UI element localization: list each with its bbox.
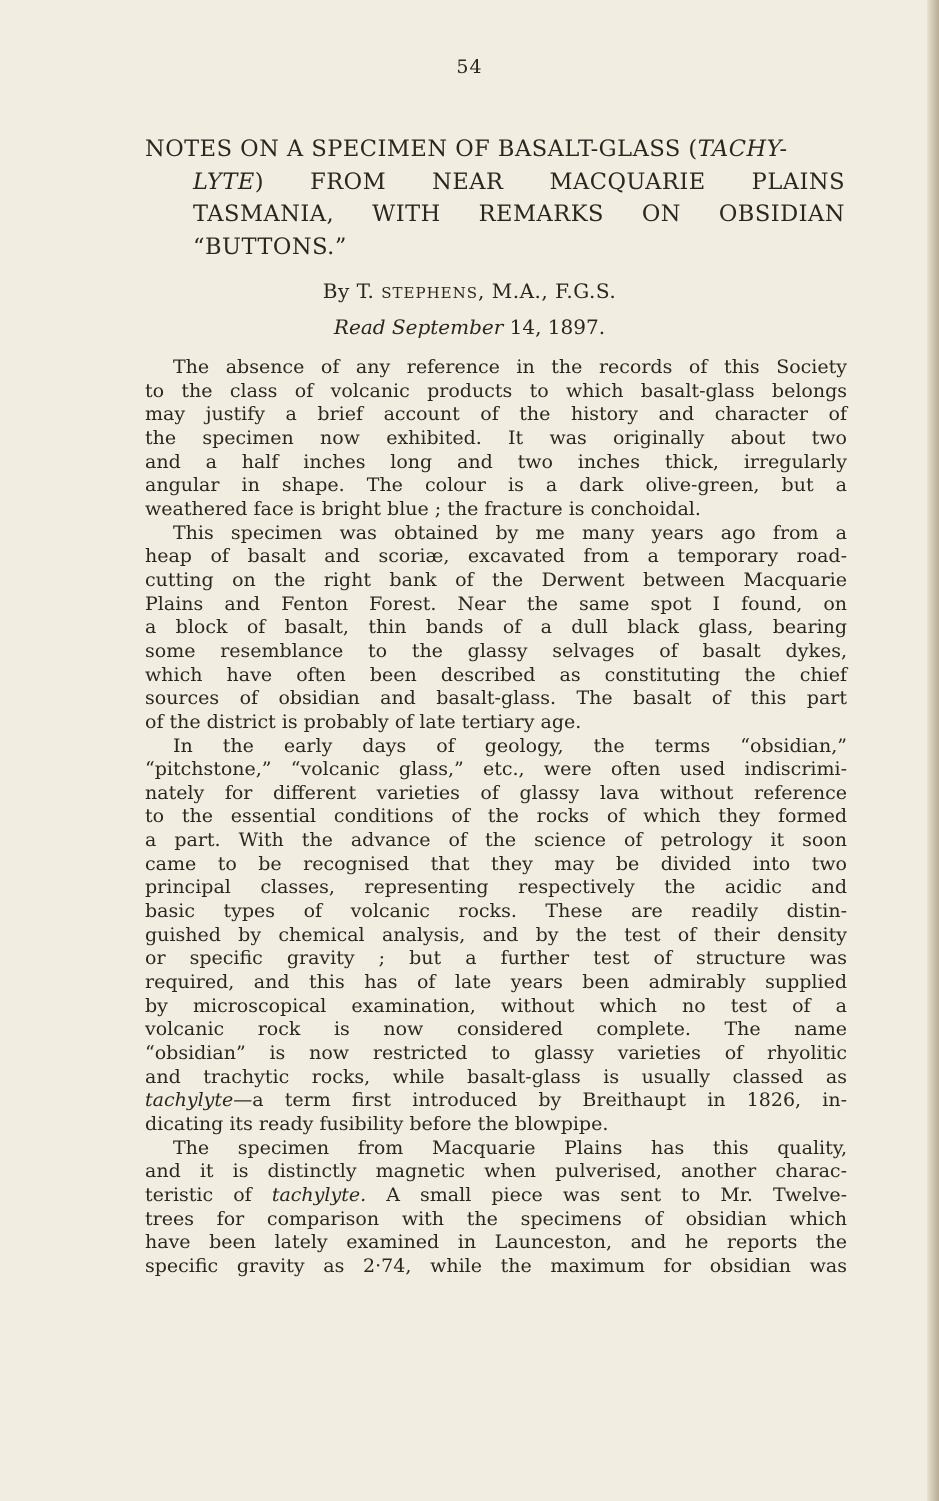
article-title [145, 133, 845, 263]
body-line: a part. With the advance of the science of petrology it soon [145, 829, 847, 852]
body-line: The specimen from Macquarie Plains has this quality, [173, 1136, 847, 1159]
body-line: teristic of tachylyte. A small piece was sent to Mr. Twelve- [145, 1183, 847, 1206]
title-line-3: TASMANIA, WITH REMARKS ON OBSIDIAN [193, 201, 845, 227]
body-line: tachylyte—a term first introduced by Breithaupt in 1826, in- [145, 1089, 847, 1112]
body-line: some resemblance to the glassy selvages of basalt dykes, [145, 639, 847, 662]
body-line: came to be recognised that they may be divided into two [145, 852, 847, 875]
body-line: “obsidian” is now restricted to glassy varieties of rhyolitic [145, 1042, 847, 1065]
title-line-2: LYTE) FROM NEAR MACQUARIE PLAINS [193, 168, 845, 195]
body-line: sources of obsidian and basalt-glass. The basalt of this part [145, 687, 847, 710]
italic-term: tachylyte. [271, 1183, 367, 1206]
body-line: by microscopical examination, without which no test of a [145, 994, 847, 1017]
body-line: have been lately examined in Launceston, and he reports the [145, 1231, 847, 1254]
author-byline: By T. STEPHENS, M.A., F.G.S. [322, 279, 617, 303]
body-line: basic types of volcanic rocks. These are readily distin- [145, 900, 847, 923]
body-line: “pitchstone,” “volcanic glass,” etc., were often used indiscrimi- [145, 758, 847, 781]
body-line: guished by chemical analysis, and by the test of their density [145, 923, 847, 946]
body-line: required, and this has of late years been admirably supplied [145, 971, 847, 994]
body-line: may justify a brief account of the history and character of [145, 403, 847, 426]
title-italic-lyte: LYTE [193, 168, 255, 195]
body-line: Plains and Fenton Forest. Near the same spot I found, on [145, 592, 847, 615]
body-line: and it is distinctly magnetic when pulverised, another charac- [145, 1160, 847, 1183]
body-line: to the essential conditions of the rocks of which they formed [145, 805, 847, 828]
body-line: cutting on the right bank of the Derwent between Macquarie [145, 568, 847, 591]
body-line: specific gravity as 2·74, while the maximum for obsidian was [145, 1254, 847, 1277]
italic-term: tachylyte [145, 1089, 234, 1112]
title-line-4: “BUTTONS.” [193, 233, 347, 260]
body-line: This specimen was obtained by me many years ago from a [173, 521, 847, 544]
body-line: and trachytic rocks, while basalt-glass is usually classed as [145, 1065, 847, 1088]
body-line: to the class of volcanic products to which basalt-glass belongs [145, 379, 847, 402]
title-line-1: NOTES ON A SPECIMEN OF BASALT-GLASS (TACHY- [145, 136, 788, 162]
body-line: volcanic rock is now considered complete. The name [145, 1018, 847, 1041]
body-line: principal classes, representing respectively the acidic and [145, 876, 847, 899]
body-line: or specific gravity ; but a further test of structure was [145, 947, 847, 970]
body-line: weathered face is bright blue ; the fracture is conchoidal. [145, 497, 701, 520]
page-number: 54 [456, 56, 483, 78]
body-line: and a half inches long and two inches thick, irregularly [145, 450, 847, 473]
body-line: dicating its ready fusibility before the blowpipe. [145, 1113, 609, 1135]
body-line: trees for comparison with the specimens of obsidian which [145, 1207, 847, 1230]
body-line: which have often been described as constituting the chief [145, 663, 847, 686]
body-line: heap of basalt and scoriæ, excavated from a temporary road- [145, 545, 847, 568]
article-body [145, 356, 847, 1279]
read-date: Read September 14, 1897. [333, 315, 606, 339]
body-line: of the district is probably of late tertiary age. [145, 710, 582, 733]
title-italic-tachy: TACHY- [697, 136, 788, 162]
body-line: nately for different varieties of glassy lava without reference [145, 781, 847, 804]
body-line: a block of basalt, thin bands of a dull black glass, bearing [145, 616, 847, 639]
body-line: In the early days of geology, the terms “obsidian,” [173, 734, 847, 757]
body-line: angular in shape. The colour is a dark olive-green, but a [145, 474, 847, 497]
body-line: The absence of any reference in the records of this Society [173, 356, 847, 378]
author-name: STEPHENS [381, 284, 479, 302]
body-line: the specimen now exhibited. It was originally about two [145, 426, 847, 449]
